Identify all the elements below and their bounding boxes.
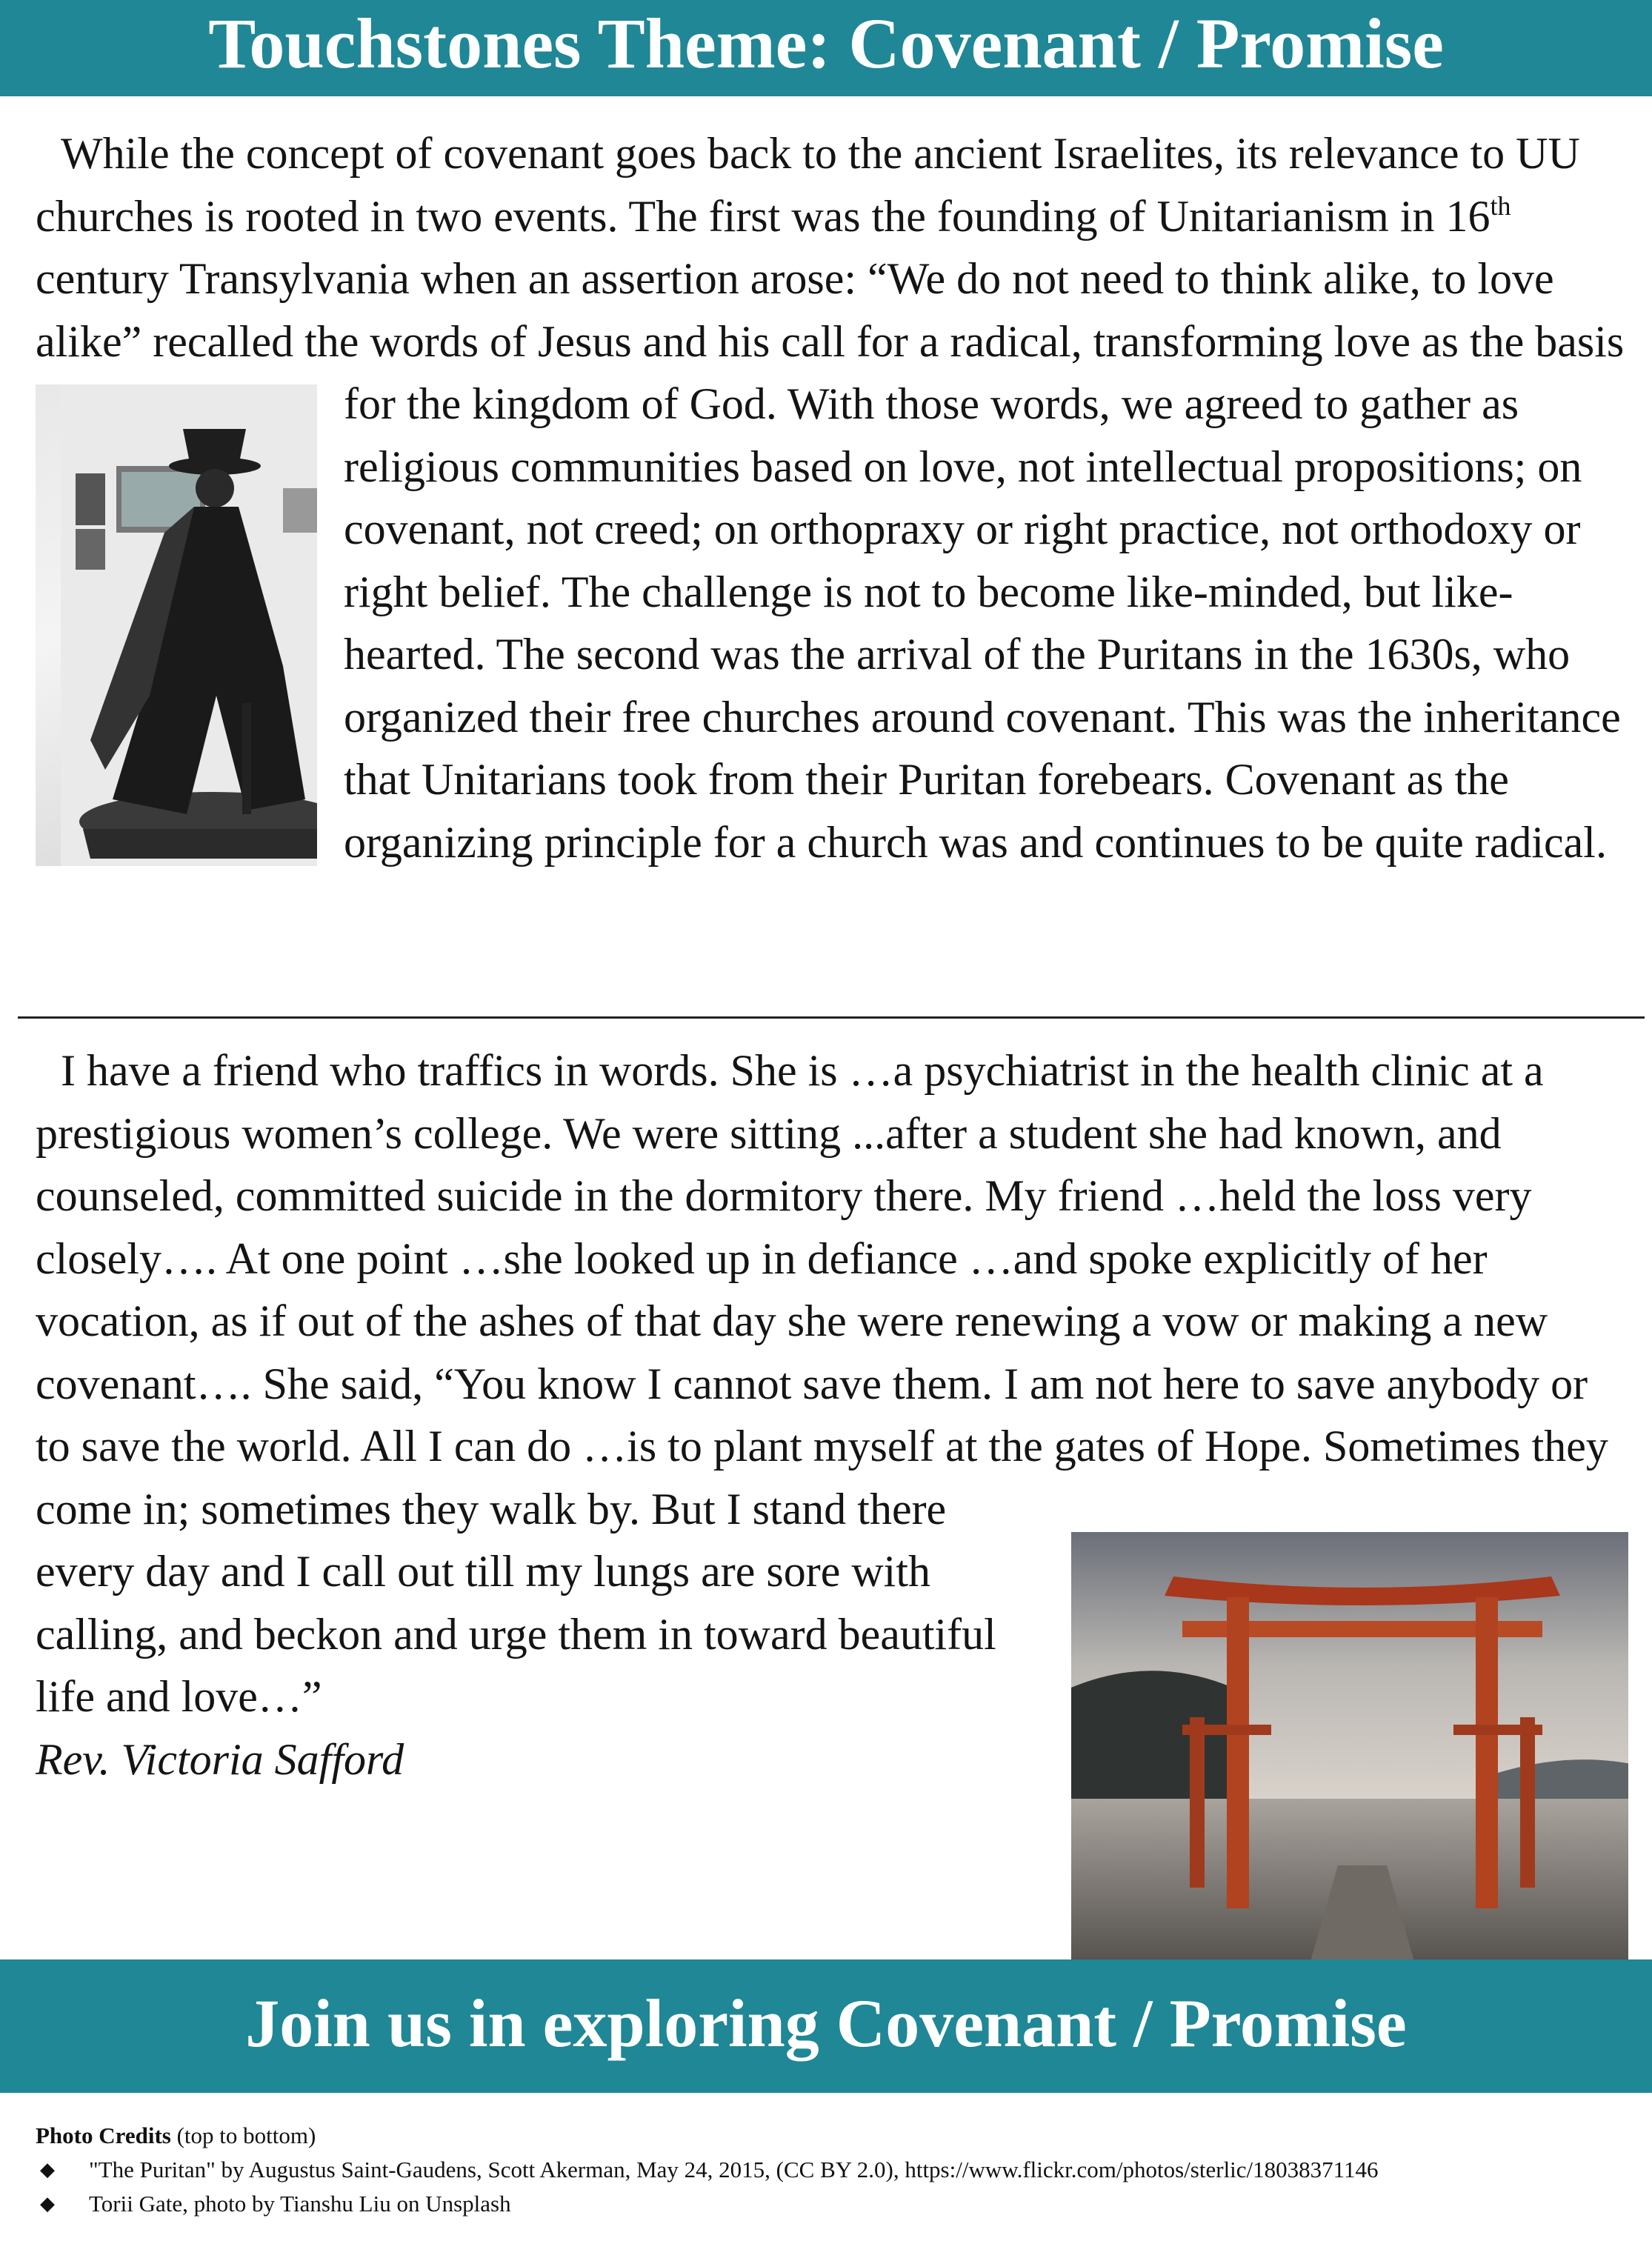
header-title: Touchstones Theme: Covenant / Promise	[208, 4, 1444, 83]
header-banner	[0, 0, 1652, 96]
quote-text: I have a friend who traffics in words. She is …a psychiatrist in the health clinic at a prestigious women’s college. We were sitting ...after a student she had known, and counseled, committed suicide in the dormitory there. My friend …held the loss very closely…. At one point …she looked up in defiance …and spoke explicitly of her vocation, as if out of the ashes of that day she were renewing a vow or making a new covenant…. She said, “You know I cannot save them. I am not here to save anybody or to save the world. All I can do …is to plant myself at the gates of Hope. Sometimes they come in; sometimes they walk by. But I stand there every day and I call out till my lungs are sore with calling, and beckon and urge them in toward beautiful life and love…”	[36, 1046, 1608, 1721]
quote-attribution: Rev. Victoria Safford	[36, 1734, 404, 1784]
section-divider	[18, 1016, 1645, 1019]
quote-paragraph	[36, 1039, 1628, 1728]
diamond-bullet-icon: ◆	[40, 2193, 55, 2214]
puritan-statue-image	[36, 384, 317, 866]
covenant-history-section	[36, 122, 1628, 873]
footer-banner	[0, 1959, 1652, 2093]
credit-text: Torii Gate, photo by Tianshu Liu on Unsplash	[89, 2191, 511, 2217]
photo-credits-list	[36, 2153, 1628, 2221]
torii-gate-image	[1046, 1532, 1628, 1979]
credit-text: "The Puritan" by Augustus Saint-Gaudens, Scott Akerman, May 24, 2015, (CC BY 2.0), https://www.flickr.com/photos/sterlic/18038371146	[89, 2157, 1379, 2182]
covenant-history-paragraph	[36, 122, 1628, 873]
photo-credits-title: Photo Credits	[36, 2122, 171, 2148]
credit-item	[36, 2187, 1628, 2221]
footer-banner-title: Join us in exploring Covenant / Promise	[245, 1985, 1407, 2061]
photo-credits-subtitle: (top to bottom)	[170, 2122, 316, 2148]
photo-credits	[36, 2119, 1628, 2221]
history-text-part2: century Transylvania when an assertion arose: “We do not need to think alike, to love alike” recalled the words of Jesus and his call for a radical, transforming love as the basis for the kingdom of God. With those words, we agreed to gather as religious communities based on love, not intellectual propositions; on covenant, not creed; on orthopraxy or right practice, not orthodoxy or right belief. The challenge is not to become like-minded, but like-hearted. The second was the arrival of the Puritans in the 1630s, who organized their free churches around covenant. This was the inheritance that Unitarians took from their Puritan forebears. Covenant as the organizing principle for a church was and continues to be quite radical.	[36, 254, 1625, 867]
puritan-statue-svg	[61, 384, 317, 866]
diamond-bullet-icon: ◆	[40, 2159, 55, 2180]
quote-section	[36, 1039, 1628, 1979]
credit-item	[36, 2153, 1628, 2187]
superscript-th: th	[1490, 190, 1511, 221]
torii-gate-svg	[1071, 1532, 1628, 1979]
history-text-part1: While the concept of covenant goes back to the ancient Israelites, its relevance to UU churches is rooted in two events. The first was the founding of Unitarianism in 16	[36, 129, 1580, 241]
photo-credits-heading	[36, 2119, 1628, 2153]
